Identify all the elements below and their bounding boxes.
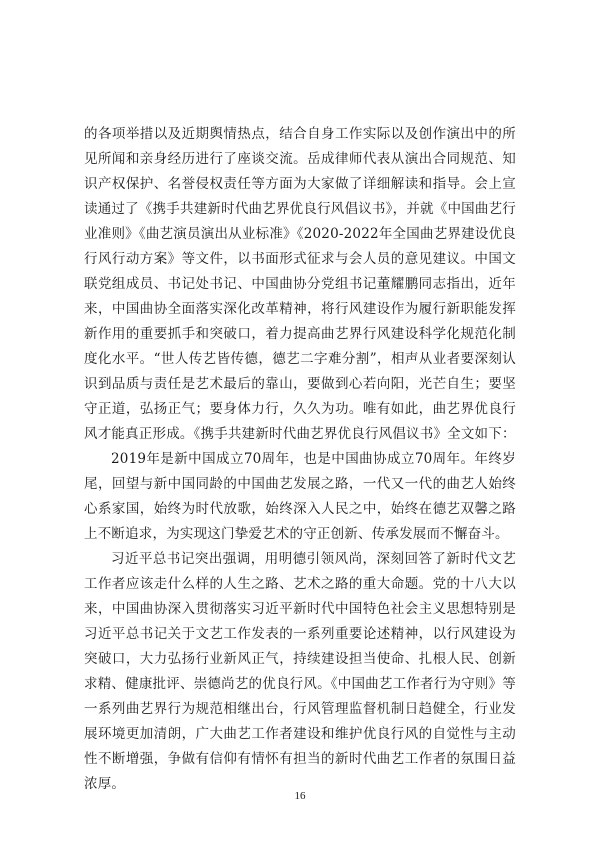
paragraph-1: 的各项举措以及近期舆情热点，结合自身工作实际以及创作演出中的所见所闻和亲身经历进行了座谈交流。岳成律师代表从演出合同规范、知识产权保护、名誉侵权责任等方面为大家做了详细解读和指导。会上宣读通过了《携手共建新时代曲艺界优良行风倡议书》，并就《中国曲艺行业准则》《曲艺演员演出从业标准》《2020-2022年全国曲艺界建设优良行风行动方案》等文件，以书面形式征求与会人员的意见建议。中国文联党组成员、书记处书记、中国曲协分党组书记董耀鹏同志指出，近年来，中国曲协全面落实深化改革精神，将行风建设作为履行新职能发挥新作用的重要抓手和突破口，着力提高曲艺界行风建设科学化规范化制度化水平。“世人传艺皆传德，德艺二字难分割”，相声从业者要深刻认识到品质与责任是艺术最后的靠山，要做到心若向阳，光芒自生；要坚守正道，弘扬正气；要身体力行，久久为功。唯有如此，曲艺界优良行风才能真正形成。《携手共建新时代曲艺界优良行风倡议书》全文如下：	[84, 126, 516, 442]
body-text	[84, 122, 516, 797]
paragraph-2: 2019年是新中国成立70周年，也是中国曲协成立70周年。年终岁尾，回望与新中国同龄的中国曲艺发展之路，一代又一代的曲艺人始终心系家国，始终为时代放歌，始终深入人民之中，始终在德艺双馨之路上不断追求，为实现这门挚爱艺术的守正创新、传承发展而不懈奋斗。	[84, 451, 516, 542]
page-number: 16	[294, 790, 306, 802]
paragraph-3: 习近平总书记突出强调，用明德引领风尚，深刻回答了新时代文艺工作者应该走什么样的人生之路、艺术之路的重大命题。党的十八大以来，中国曲协深入贯彻落实习近平新时代中国特色社会主义思想特别是习近平总书记关于文艺工作发表的一系列重要论述精神，以行风建设为突破口，大力弘扬行业新风正气，持续建设担当使命、扎根人民、创新求精、健康批评、崇德尚艺的优良行风。《中国曲艺工作者行为守则》等一系列曲艺界行为规范相继出台，行风管理监督机制日趋健全，行业发展环境更加清朗，广大曲艺工作者建设和维护优良行风的自觉性与主动性不断增强，争做有信仰有情怀有担当的新时代曲艺工作者的氛围日益浓厚。	[84, 551, 516, 792]
